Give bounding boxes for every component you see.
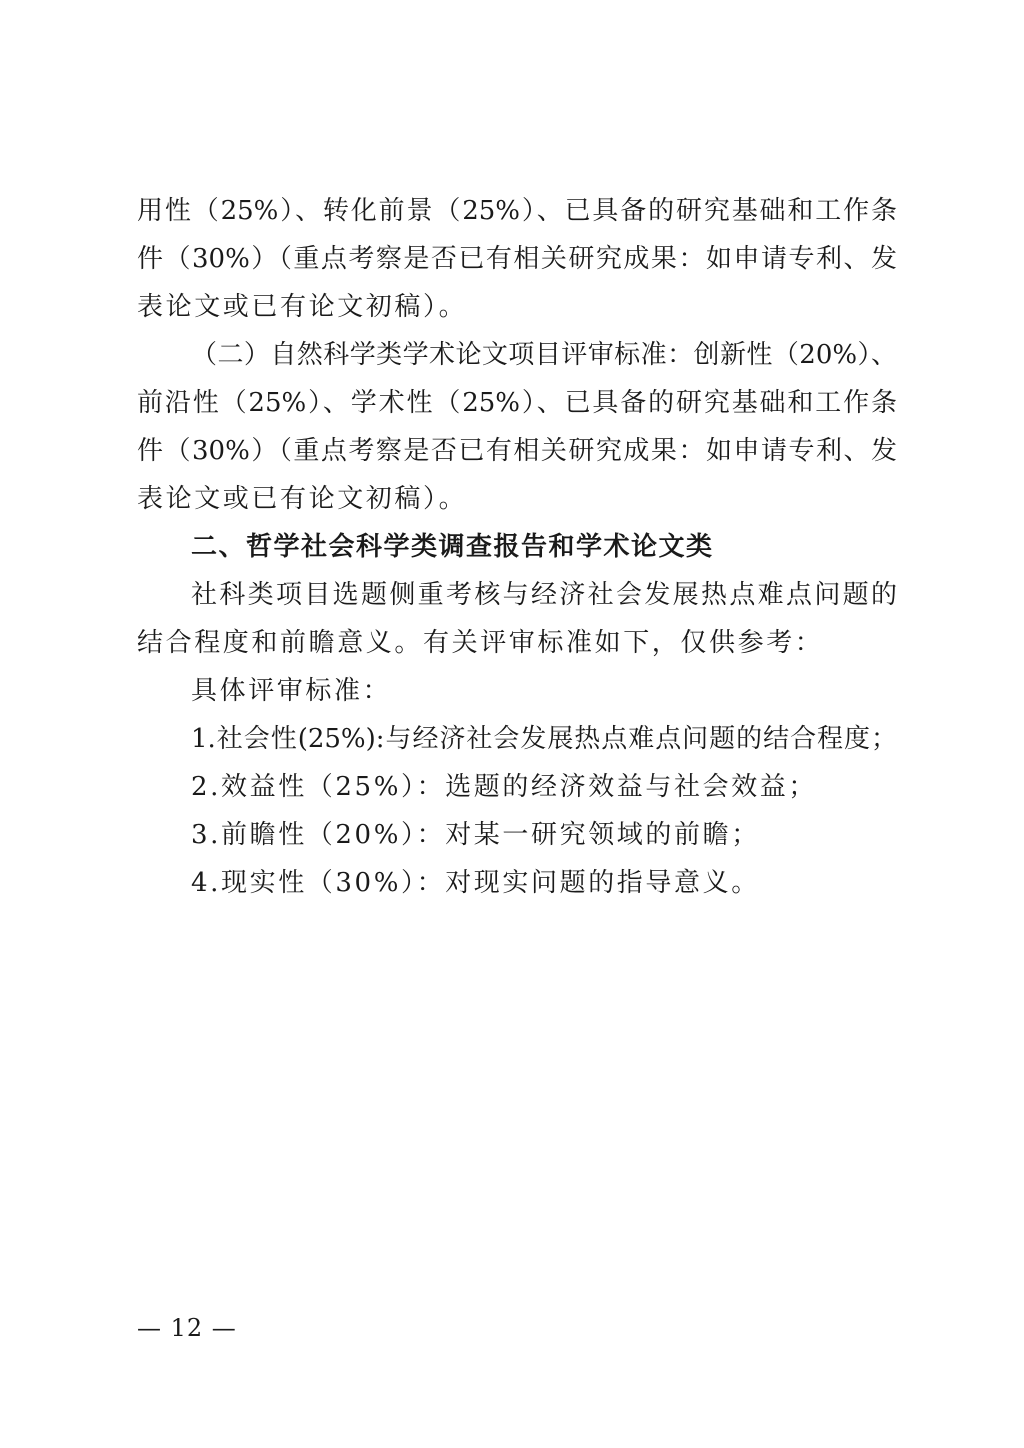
text-line: 表论文或已有论文初稿）。 [137,292,468,322]
text-line: 件（30%）（重点考察是否已有相关研究成果：如申请专利、发 [137,436,897,466]
criteria-item: 2.效益性（25%）：选题的经济效益与社会效益； [191,772,817,802]
page-number: — 12 — [137,1314,237,1342]
text-line: 具体评审标准： [191,676,392,706]
text-line: （二）自然科学类学术论文项目评审标准：创新性（20%）、 [191,340,897,370]
text-line: 结合程度和前瞻意义。有关评审标准如下，仅供参考： [137,628,824,658]
criteria-item: 4.现实性（30%）：对现实问题的指导意义。 [191,868,760,898]
criteria-item: 1.社会性(25%):与经济社会发展热点难点问题的结合程度； [191,724,897,754]
text-line: 件（30%）（重点考察是否已有相关研究成果：如申请专利、发 [137,244,897,274]
text-line: 用性（25%）、转化前景（25%）、已具备的研究基础和工作条 [137,196,897,226]
text-line: 社科类项目选题侧重考核与经济社会发展热点难点问题的 [191,580,897,610]
text-line: 前沿性（25%）、学术性（25%）、已具备的研究基础和工作条 [137,388,897,418]
text-line: 表论文或已有论文初稿）。 [137,484,468,514]
criteria-item: 3.前瞻性（20%）：对某一研究领域的前瞻； [191,820,760,850]
section-heading: 二、哲学社会科学类调查报告和学术论文类 [191,532,714,562]
